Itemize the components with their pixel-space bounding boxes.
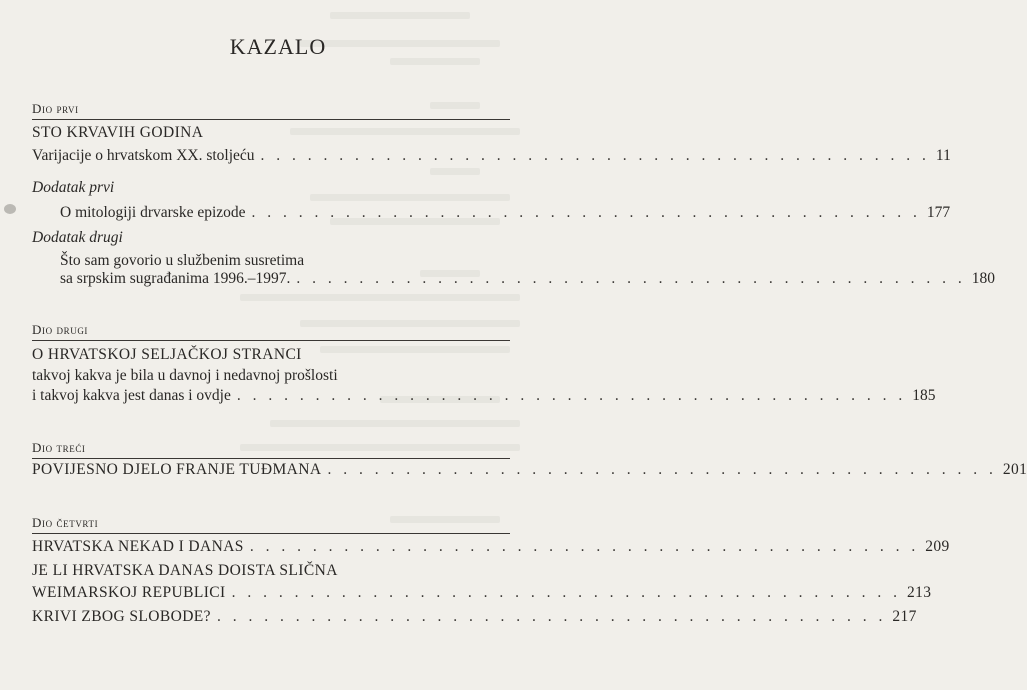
section-dio-drugi: Dio drugi xyxy=(32,322,89,337)
section-divider xyxy=(32,533,510,534)
section-dio-prvi: Dio prvi xyxy=(32,101,79,116)
toc-entry-povijesno-djelo: POVIJESNO DJELO FRANJE TUĐMANA . . . . . . . . . . . . . . . . . . . . . . . . . . . . . . . . . . . . . . . . . . . 201 xyxy=(32,461,1027,478)
entry-hss-line2: takvoj kakva je bila u davnoj i nedavnoj prošlosti xyxy=(32,367,338,384)
section-divider xyxy=(32,119,510,120)
page-number: 180 xyxy=(971,270,995,287)
entry-weimar-line1: JE LI HRVATSKA DANAS DOISTA SLIČNA xyxy=(32,562,338,579)
toc-entry-varijacije: Varijacije o hrvatskom XX. stoljeću . . . . . . . . . . . . . . . . . . . . . . . . . . . . . . . . . . . . . . . . . . . 11 xyxy=(32,147,951,164)
page-number: 177 xyxy=(926,204,951,221)
subheading-dodatak-prvi: Dodatak prvi xyxy=(32,179,115,196)
toc-entry-hrvatska-nekad: HRVATSKA NEKAD I DANAS . . . . . . . . . . . . . . . . . . . . . . . . . . . . . . . . . . . . . . . . . . . 209 xyxy=(32,538,950,555)
page-number: 209 xyxy=(925,538,950,555)
toc-entry-o-mitologiji: O mitologiji drvarske epizode . . . . . . . . . . . . . . . . . . . . . . . . . . . . . . . . . . . . . . . . . . . 177 xyxy=(60,204,951,221)
section-divider xyxy=(32,340,510,341)
page-number: 201 xyxy=(1002,461,1027,478)
section-dio-treci: Dio treći xyxy=(32,440,86,455)
page-number: 185 xyxy=(912,387,936,404)
ink-smudge xyxy=(4,204,16,214)
entry-sto-sam-govorio: Što sam govorio u službenim susretima xyxy=(60,252,305,269)
entry-hss-title: O HRVATSKOJ SELJAČKOJ STRANCI xyxy=(32,346,302,363)
page-title: KAZALO xyxy=(229,34,327,59)
section-dio-cetvrti: Dio četvrti xyxy=(32,515,99,530)
toc-entry-sugradanima: sa srpskim sugrađanima 1996.–1997. . . . . . . . . . . . . . . . . . . . . . . . . . . . . . . . . . . . . . . . . . . . 180 xyxy=(60,270,995,287)
entry-sto-krvavih-godina: STO KRVAVIH GODINA xyxy=(32,124,204,141)
section-divider xyxy=(32,458,510,459)
toc-entry-krivi-zbog-slobode: KRIVI ZBOG SLOBODE? . . . . . . . . . . . . . . . . . . . . . . . . . . . . . . . . . . . . . . . . . . . 217 xyxy=(32,608,917,625)
toc-entry-hss: i takvoj kakva jest danas i ovdje . . . . . . . . . . . . . . . . . . . . . . . . . . . . . . . . . . . . . . . . . . . 185 xyxy=(32,387,936,404)
page-number: 217 xyxy=(892,608,917,625)
subheading-dodatak-drugi: Dodatak drugi xyxy=(32,229,123,246)
page-number: 11 xyxy=(935,147,951,164)
page-number: 213 xyxy=(906,584,932,601)
toc-entry-weimar: WEIMARSKOJ REPUBLICI . . . . . . . . . . . . . . . . . . . . . . . . . . . . . . . . . . . . . . . . . . . 213 xyxy=(32,584,932,601)
